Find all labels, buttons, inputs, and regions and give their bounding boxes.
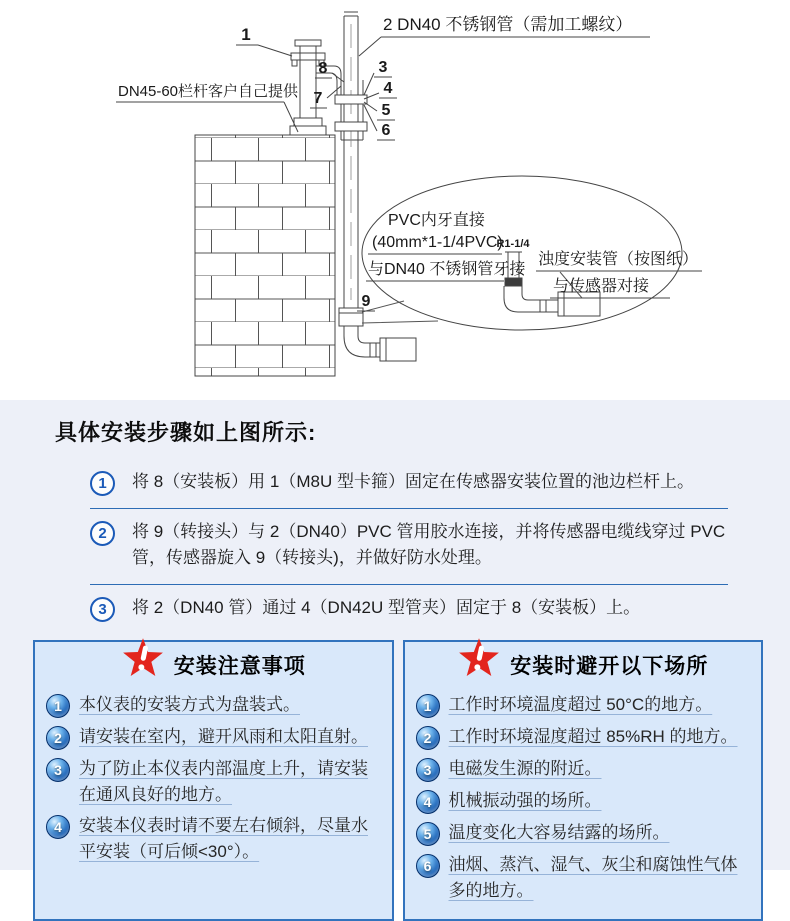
callout-7: 7 [313,90,323,107]
step-text: 将 9（转接头）与 2（DN40）PVC 管用胶水连接，并将传感器电缆线穿过 PVC 管，传感器旋入 9（转接头)，并做好防水处理。 [132,522,726,568]
avoid-item [416,788,751,814]
item-number-badge: 4 [46,815,70,839]
u-clamp-item1 [291,53,325,60]
sensor-body [380,338,416,361]
avoid-box-title: 安装时避开以下场所 [510,654,709,678]
turbidity-label-line1: 浊度安装管（按图纸） [538,251,699,268]
turbidity-label-line2: 与传感器对接 [553,278,650,295]
avoid-item-text: 工作时环境温度超过 50°C的地方。 [448,694,713,714]
avoid-box-header [416,642,751,688]
warning-star-icon [457,636,501,680]
item-number-badge: 2 [46,726,70,750]
item-number-badge: 1 [416,694,440,718]
step-text: 将 8（安装板）用 1（M8U 型卡箍）固定在传感器安装位置的池边栏杆上。 [132,472,694,491]
avoid-box [403,640,764,921]
pipe-label: 2 DN40 不锈钢管（需加工螺纹） [383,15,633,34]
notice-item [46,724,381,750]
railing-label-leader [116,102,298,132]
brick-wall [195,135,335,376]
notice-box [33,640,394,921]
pvc-label-line3: 与DN40 不锈钢管牙接 [368,261,526,278]
steps-section [0,416,790,628]
item-number-badge: 3 [46,758,70,782]
step-number-badge: 2 [90,521,115,546]
step-item [90,459,728,509]
callout-8: 8 [318,60,328,77]
steps-title: 具体安装步骤如上图所示: [55,420,317,445]
steps-list [90,459,728,628]
railing-label: DN45-60栏杆客户自己提供 [118,83,299,100]
callout-5: 5 [381,102,391,119]
callout-1-leader [236,45,292,56]
notice-item-text: 本仪表的安装方式为盘装式。 [79,694,300,714]
avoid-item [416,852,751,904]
thread-size-label: R1-1/4 [496,238,530,250]
item-number-badge: 1 [46,694,70,718]
step-item [90,509,728,585]
avoid-item-text: 工作时环境湿度超过 85%RH 的地方。 [448,726,738,746]
warning-star-icon [121,636,165,680]
diagram-canvas [0,0,790,400]
callout-4: 4 [383,80,393,97]
item-number-badge: 6 [416,854,440,878]
item-number-badge: 4 [416,790,440,814]
avoid-item-text: 电磁发生源的附近。 [448,758,602,778]
callout-6: 6 [381,122,391,139]
info-boxes [0,628,790,921]
pvc-label-line2: (40mm*1-1/4PVC) [372,234,503,251]
detail-leader-lines [362,301,438,323]
avoid-item [416,756,751,782]
step-text: 将 2（DN40 管）通过 4（DN42U 型管夹）固定于 8（安装板）上。 [132,597,641,617]
notice-item [46,692,381,718]
pvc-label-line1: PVC内牙直接 [388,212,485,229]
notice-item [46,813,381,865]
pipe-elbow [344,336,380,357]
item-number-badge: 2 [416,726,440,750]
step-number-badge: 1 [90,471,115,496]
notice-box-title: 安装注意事项 [173,654,306,678]
notice-item-text: 请安装在室内，避开风雨和太阳直射。 [79,726,368,746]
lower-section [0,400,790,900]
avoid-item [416,692,751,718]
callout-3: 3 [378,59,388,76]
notice-box-header [46,642,381,688]
notice-item [46,756,381,808]
callout-9: 9 [361,293,371,310]
avoid-item [416,724,751,750]
installation-diagram [0,0,790,400]
notice-item-text: 安装本仪表时请不要左右倾斜，尽量水平安装（可后倾<30°）。 [79,816,368,862]
item-number-badge: 5 [416,822,440,846]
avoid-item-text: 机械振动强的场所。 [448,790,602,810]
item-number-badge: 3 [416,758,440,782]
notice-item-text: 为了防止本仪表内部温度上升，请安装在通风良好的地方。 [79,758,368,804]
avoid-item-text: 温度变化大容易结露的场所。 [448,822,670,842]
avoid-item-text: 油烟、蒸汽、湿气、灰尘和腐蚀性气体多的地方。 [448,854,738,900]
avoid-item [416,820,751,846]
callout-1: 1 [241,25,251,44]
step-number-badge: 3 [90,597,115,622]
steel-pipe [344,12,358,336]
step-item [90,585,728,628]
pipe-label-leader [359,37,650,56]
